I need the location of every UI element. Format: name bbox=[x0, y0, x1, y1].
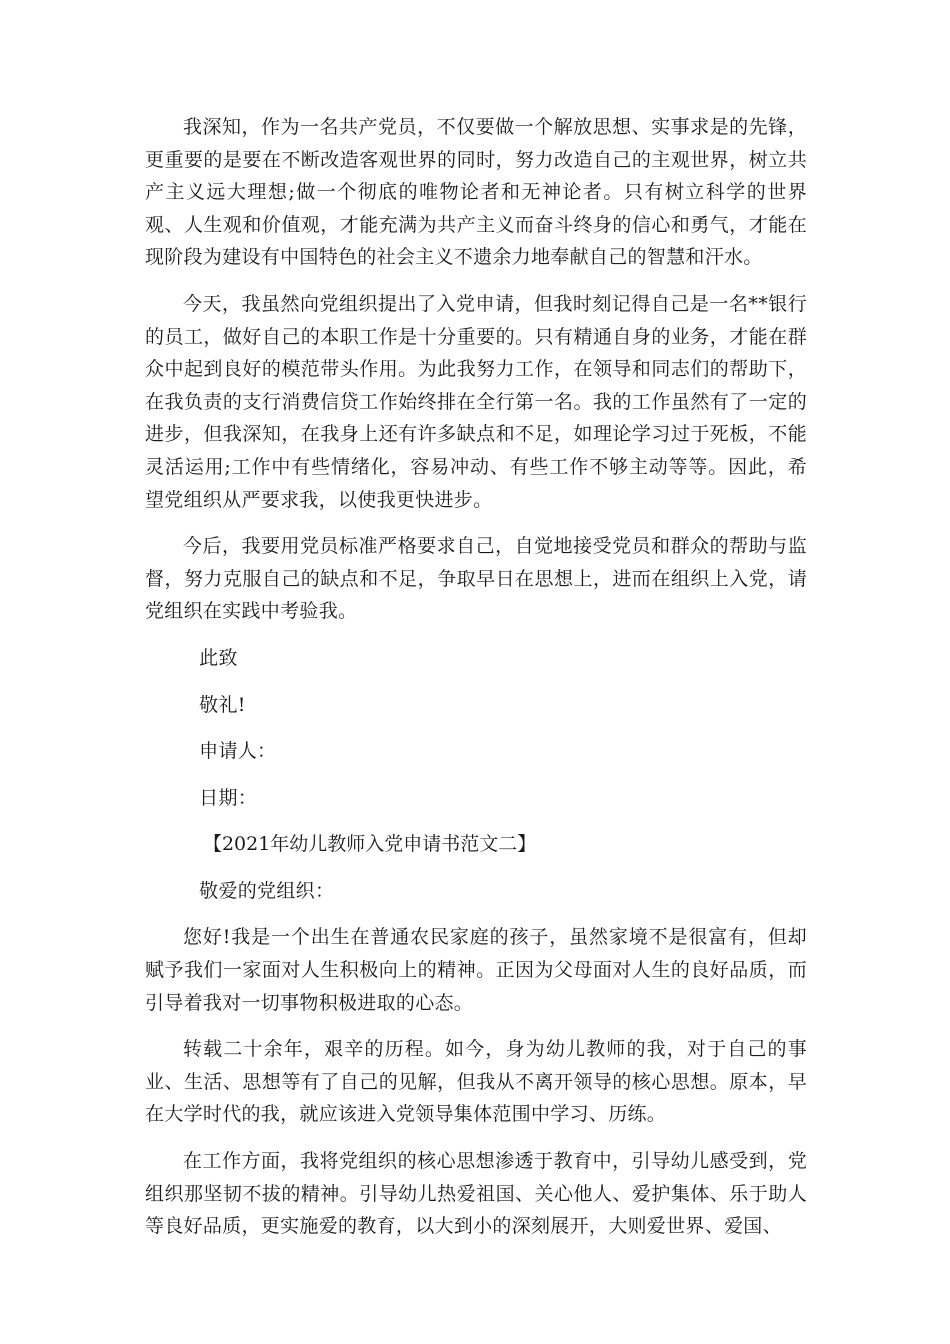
closing-cizhi: 此致 bbox=[199, 646, 238, 669]
date-label: 日期： bbox=[199, 786, 258, 809]
closing-jingli: 敬礼! bbox=[199, 693, 246, 716]
paragraph-future-commitment: 今后，我要用党员标准严格要求自己，自觉地接受党员和群众的帮助与监督，努力克服自己的缺点和不足，争取早日在思想上，进而在组织上入党，请党组织在实践中考验我。 bbox=[145, 535, 807, 623]
paragraph-worldview: 我深知，作为一名共产党员，不仅要做一个解放思想、实事求是的先锋，更重要的是要在不断改造客观世界的同时，努力改造自己的主观世界，树立共产主义远大理想;做一个彻底的唯物论者和无神论者。只有树立科学的世界观、人生观和价值观，才能充满为共产主义而奋斗终身的信心和勇气，才能在现阶段为建设有中国特色的社会主义不遗余力地奉献自己的智慧和汗水。 bbox=[145, 116, 807, 269]
document-body bbox=[145, 111, 807, 1257]
paragraph-family-background: 您好!我是一个出生在普通农民家庭的孩子，虽然家境不是很富有，但却赋予我们一家面对人生积极向上的精神。正因为父母面对人生的良好品质，而引导着我对一切事物积极进取的心态。 bbox=[145, 926, 807, 1014]
section-title: 【2021年幼儿教师入党申请书范文二】 bbox=[202, 833, 537, 856]
paragraph-bank-work: 今天，我虽然向党组织提出了入党申请，但我时刻记得自己是一名**银行的员工，做好自己的本职工作是十分重要的。只有精通自身的业务，才能在群众中起到良好的模范带头作用。为此我努力工作，在领导和同志们的帮助下，在我负责的支行消费信贷工作始终排在全行第一名。我的工作虽然有了一定的进步，但我深知，在我身上还有许多缺点和不足，如理论学习过于死板，不能灵活运用;工作中有些情绪化，容易冲动、有些工作不够主动等等。因此，希望党组织从严要求我，以使我更快进步。 bbox=[145, 292, 807, 511]
salutation: 敬爱的党组织： bbox=[199, 879, 335, 902]
paragraph-teacher-career: 转载二十余年，艰辛的历程。如今，身为幼儿教师的我，对于自己的事业、生活、思想等有了自己的见解，但我从不离开领导的核心思想。原本，早在大学时代的我，就应该进入党领导集体范围中学习、历练。 bbox=[145, 1038, 807, 1126]
paragraph-work-aspect: 在工作方面，我将党组织的核心思想渗透于教育中，引导幼儿感受到，党组织那坚韧不拔的精神。引导幼儿热爱祖国、关心他人、爱护集体、乐于助人等良好品质，更实施爱的教育，以大到小的深刻展开，大则爱世界、爱国、 bbox=[145, 1150, 807, 1238]
applicant-label: 申请人： bbox=[199, 740, 277, 763]
